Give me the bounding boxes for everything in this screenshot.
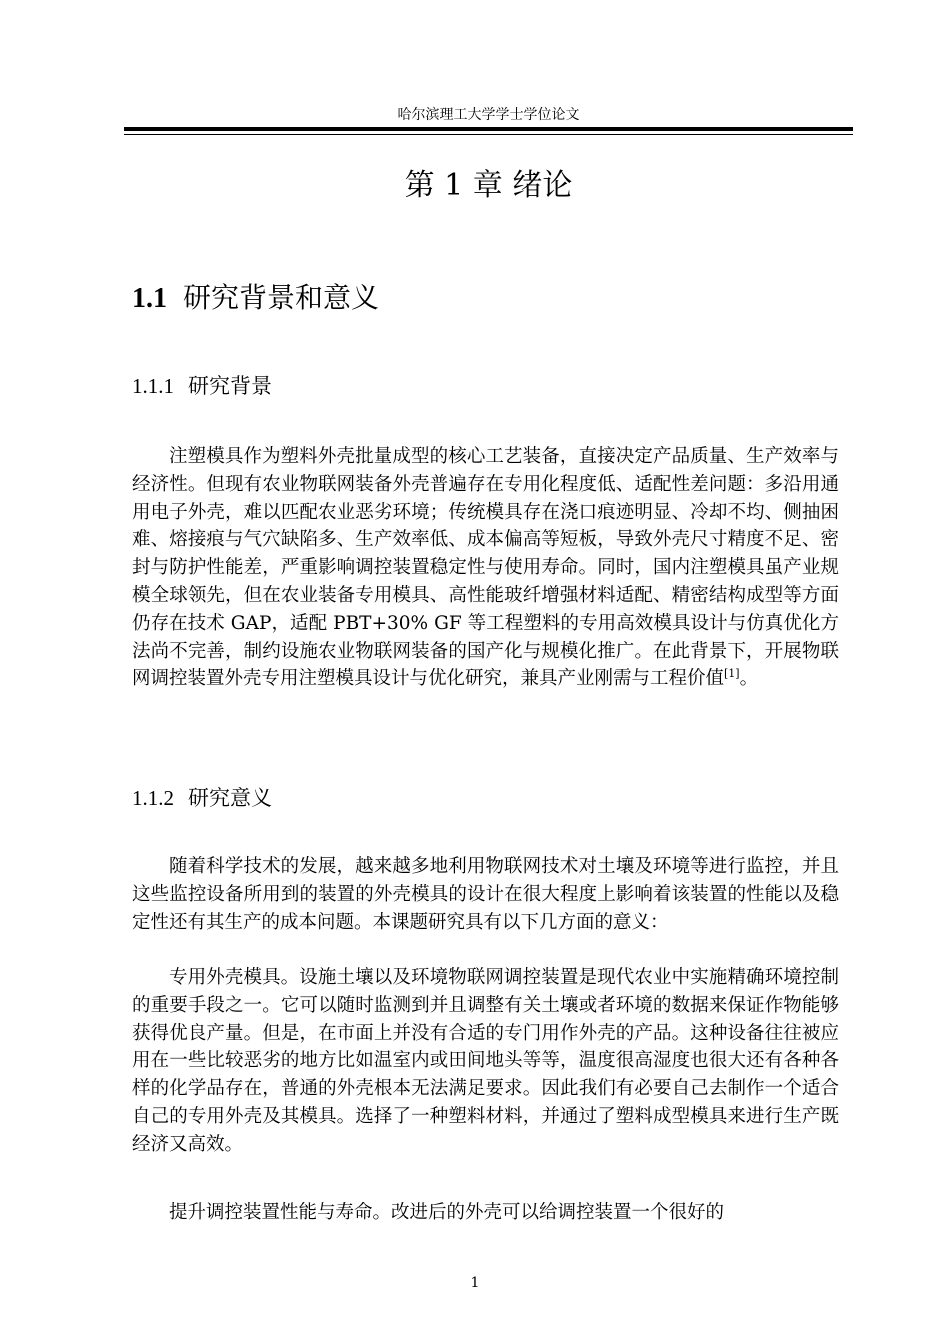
paragraph-dedicated-housing: 专用外壳模具。设施土壤以及环境物联网调控装置是现代农业中实施精确环境控制的重要手段之一。它可以随时监测到并且调整有关土壤或者环境的数据来保证作物能够获得优良产量。但是，在市面上并没有合适的专门用作外壳的产品。这种设备往往被应用在一些比较恶劣的地方比如温室内或田间地头等等，温度很高湿度也很大还有各种各样的化学品存在，普通的外壳根本无法满足要求。因此我们有必要自己去制作一个适合自己的专用外壳及其模具。选择了一种塑料材料，并通过了塑料成型模具来进行生产既经济又高效。 [132, 967, 839, 1155]
header-rule-thick [124, 127, 853, 131]
chapter-title: 第 1 章 绪论 [404, 168, 573, 203]
section-heading [132, 280, 379, 317]
subsection-heading-background [132, 372, 272, 400]
subsection-heading-significance [132, 784, 272, 812]
paragraph-background [132, 443, 839, 693]
section-title: 研究背景和意义 [183, 281, 380, 314]
header-rule-thin [124, 134, 853, 135]
subsection-title: 研究背景 [188, 374, 272, 398]
paragraph-performance: 提升调控装置性能与寿命。改进后的外壳可以给调控装置一个很好的 [169, 1202, 725, 1223]
subsection-number: 1.1.2 [132, 786, 174, 810]
paragraph-text: 注塑模具作为塑料外壳批量成型的核心工艺装备，直接决定产品质量、生产效率与经济性。但现有农业物联网装备外壳普遍存在专用化程度低、适配性差问题：多沿用通用电子外壳，难以匹配农业恶劣环境；传统模具存在浇口痕迹明显、冷却不均、侧抽困难、熔接痕与气穴缺陷多、生产效率低、成本偏高等短板，导致外壳尺寸精度不足、密封与防护性能差，严重影响调控装置稳定性与使用寿命。同时，国内注塑模具虽产业规模全球领先，但在农业装备专用模具、高性能玻纤增强材料适配、精密结构成型等方面仍存在技术 GAP，适配 PBT+30% GF 等工程塑料的专用高效模具设计与仿真优化方法尚不完善，制约设施农业物联网装备的国产化与规模化推广。在此背景下，开展物联网调控装置外壳专用注塑模具设计与优化研究，兼具产业刚需与工程价值 [132, 446, 839, 690]
subsection-title: 研究意义 [188, 786, 272, 810]
page-number: 1 [470, 1275, 480, 1291]
paragraph-end: 。 [739, 668, 759, 690]
running-header: 哈尔滨理工大学学士学位论文 [397, 107, 580, 123]
paragraph-significance-intro: 随着科学技术的发展，越来越多地利用物联网技术对土壤及环境等进行监控，并且这些监控设备所用到的装置的外壳模具的设计在很大程度上影响着该装置的性能以及稳定性还有其生产的成本问题。本课题研究具有以下几方面的意义： [132, 856, 839, 933]
section-number: 1.1 [132, 283, 167, 314]
citation: [1] [724, 667, 740, 681]
subsection-number: 1.1.1 [132, 374, 174, 398]
